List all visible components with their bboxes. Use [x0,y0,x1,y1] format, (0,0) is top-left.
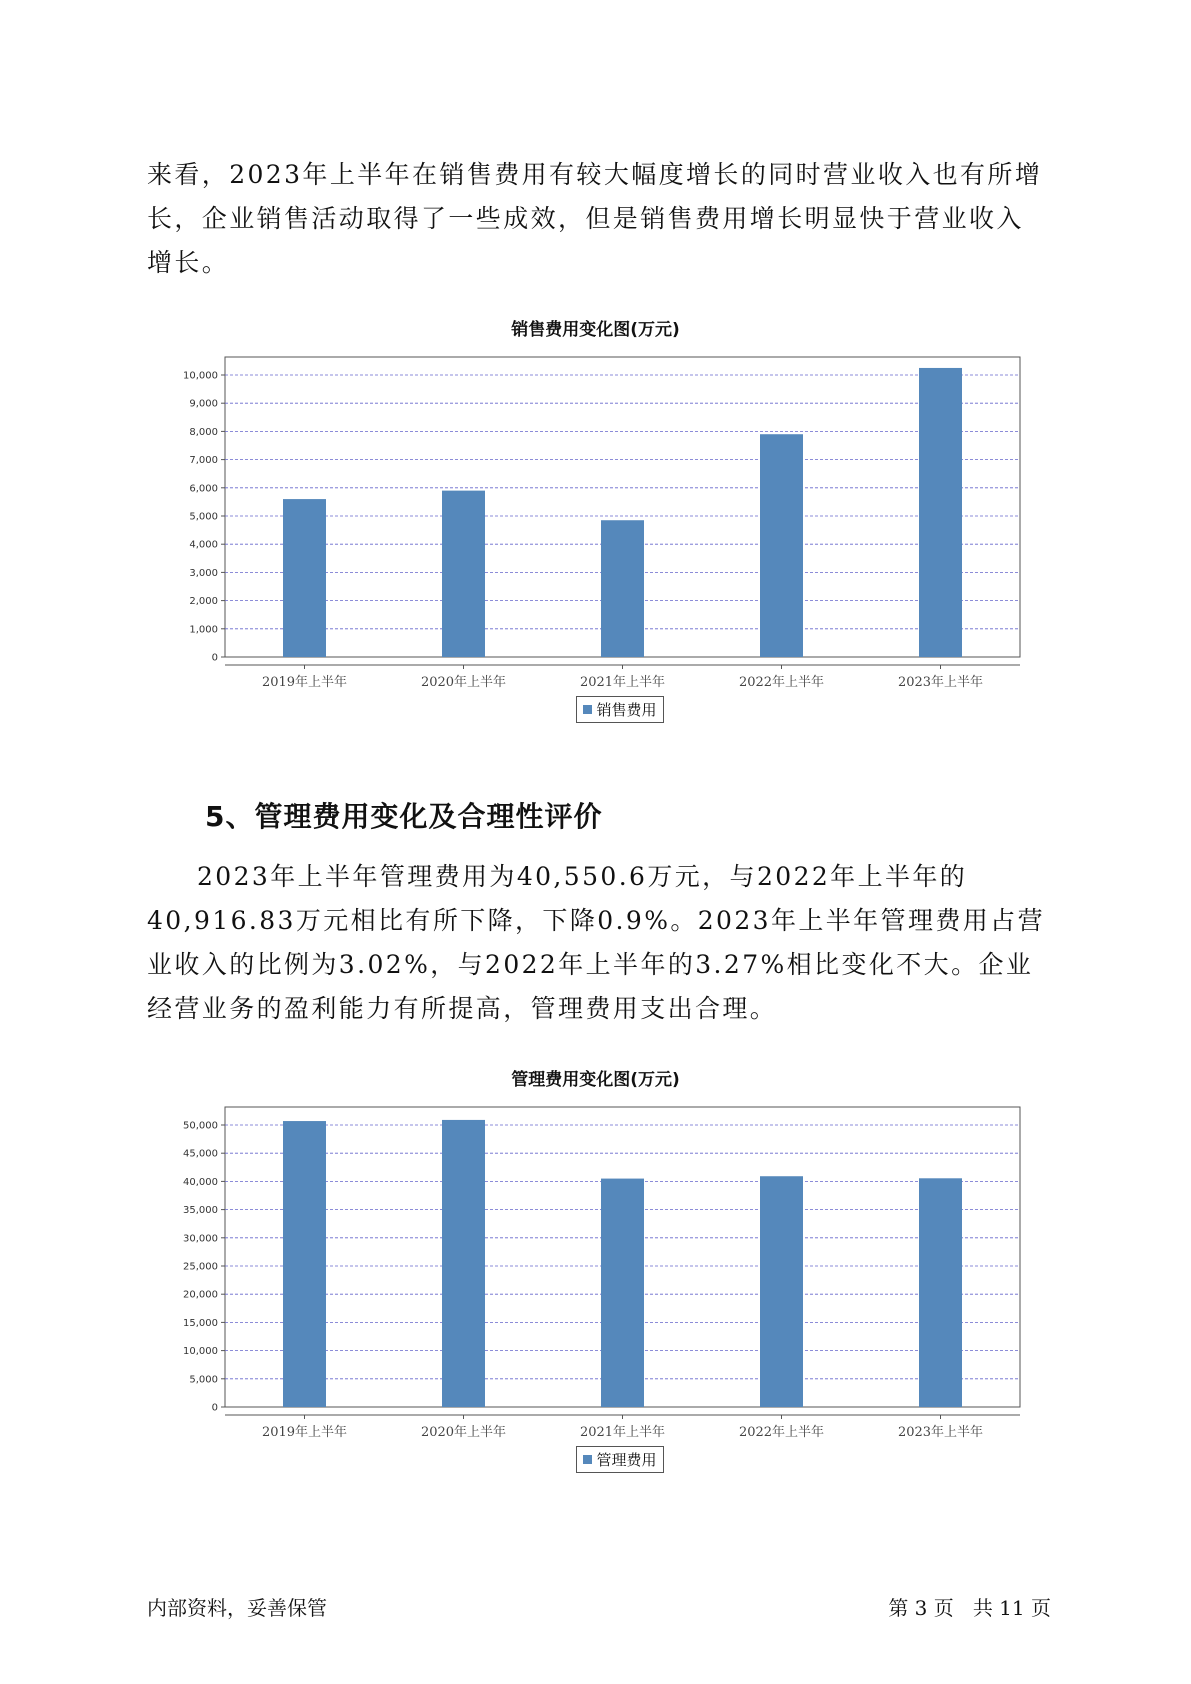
x-tick-label: 2021年上半年 [579,675,666,690]
y-tick-label: 0 [211,652,218,664]
bar [760,434,803,657]
x-tick-label: 2019年上半年 [261,675,348,690]
page-number: 第 3 页 共 11 页 [888,1596,1051,1620]
intro-paragraph: 来看，2023年上半年在销售费用有较大幅度增长的同时营业收入也有所增长，企业销售活动取得了一些成效，但是销售费用增长明显快于营业收入增长。 [147,160,1043,277]
admin-expense-chart [0,1055,1191,1515]
bar [919,368,962,657]
y-tick-label: 1,000 [189,624,218,636]
x-tick-label: 2023年上半年 [897,675,984,690]
y-tick-label: 50,000 [183,1120,218,1132]
y-tick-label: 0 [211,1402,218,1414]
y-tick-label: 20,000 [183,1289,218,1301]
bar [601,520,644,657]
y-tick-label: 25,000 [183,1261,218,1273]
y-tick-label: 10,000 [183,370,218,382]
y-tick-label: 6,000 [189,483,218,495]
y-tick-label: 2,000 [189,596,218,608]
footer-note: 内部资料，妥善保管 [147,1596,327,1620]
legend-label: 销售费用 [596,701,657,719]
y-tick-label: 35,000 [183,1205,218,1217]
y-tick-label: 7,000 [189,455,218,467]
y-tick-label: 4,000 [189,539,218,551]
y-tick-label: 30,000 [183,1233,218,1245]
chart-legend [576,1446,664,1473]
bar [919,1178,962,1407]
bar [760,1176,803,1407]
y-tick-label: 5,000 [189,1374,218,1386]
x-tick-label: 2023年上半年 [897,1425,984,1440]
sales-expense-chart [0,305,1191,765]
bar [442,1120,485,1407]
chart-title: 管理费用变化图(万元) [511,1070,680,1090]
x-tick-label: 2021年上半年 [579,1425,666,1440]
chart-title: 销售费用变化图(万元) [511,320,680,340]
legend-label: 管理费用 [596,1451,657,1469]
y-tick-label: 8,000 [189,426,218,438]
y-tick-label: 9,000 [189,398,218,410]
y-tick-label: 15,000 [183,1317,218,1329]
y-tick-label: 10,000 [183,1346,218,1358]
x-tick-label: 2020年上半年 [420,675,507,690]
x-tick-label: 2020年上半年 [420,1425,507,1440]
admin-expense-paragraph: 2023年上半年管理费用为40,550.6万元，与2022年上半年的40,916.83万元相比有所下降，下降0.9%。2023年上半年管理费用占营业收入的比例为3.02%，与2022年上半年的3.27%相比变化不大。企业经营业务的盈利能力有所提高，管理费用支出合理。 [147,862,1045,1023]
y-tick-label: 3,000 [189,567,218,579]
y-tick-label: 5,000 [189,511,218,523]
bar [442,491,485,657]
section-heading: 5、管理费用变化及合理性评价 [205,800,603,833]
bar [283,499,326,657]
legend-swatch [583,1455,592,1464]
x-tick-label: 2019年上半年 [261,1425,348,1440]
bar [283,1121,326,1407]
chart-legend [576,696,664,723]
x-tick-label: 2022年上半年 [738,1425,825,1440]
x-tick-label: 2022年上半年 [738,675,825,690]
y-tick-label: 45,000 [183,1148,218,1160]
y-tick-label: 40,000 [183,1176,218,1188]
bar [601,1179,644,1407]
legend-swatch [583,705,592,714]
